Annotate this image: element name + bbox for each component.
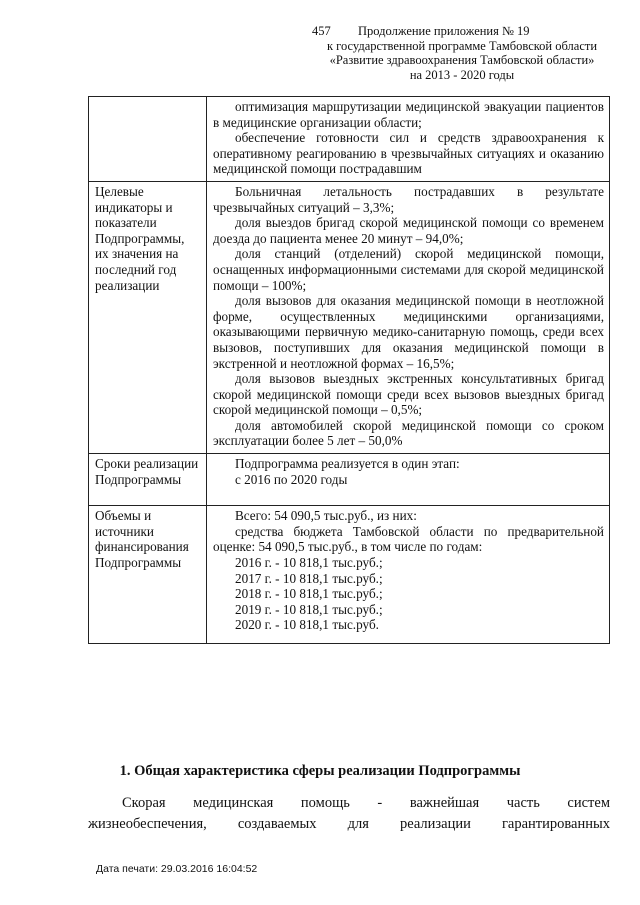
indicator: доля автомобилей скорой медицинской помощи со сроком эксплуатации более 5 лет – 50,0% [213, 417, 604, 449]
section-body [88, 793, 610, 835]
row-content [207, 454, 610, 506]
indicator: доля выездов бригад скорой медицинской помощи со временем доезда до пациента менее 20 минут – 94,0%; [213, 215, 604, 246]
indicator: доля вызовов выездных экстренных консультативных бригад скорой медицинской помощи среди всех вызовов выездных бригад скорой медицинской помощи – 0,5%; [213, 371, 604, 418]
header-program-title: «Развитие здравоохранения Тамбовской области» [329, 53, 595, 67]
funding-budget: средства бюджета Тамбовской области по предварительной оценке: 54 090,5 тыс.руб., в том числе по годам: [213, 523, 604, 555]
row-label: Объемы и источники финансирования Подпрограммы [89, 506, 207, 644]
indicator: Больничная летальность пострадавших в результате чрезвычайных ситуаций – 3,3%; [213, 183, 604, 215]
print-date: Дата печати: 29.03.2016 16:04:52 [96, 863, 258, 875]
funding-total: Всего: 54 090,5 тыс.руб., из них: [235, 508, 417, 524]
indicator: доля вызовов для оказания медицинской помощи в неотложной форме, осуществленных медицинскими организациями, оказывающими первичную медико-санитарную помощь, среди всех вызовов, поступивших для оказания медицинской помощи в экстренной и неотложной формах – 16,5%; [213, 293, 604, 371]
funding-year: 2018 г. - 10 818,1 тыс.руб.; [235, 586, 383, 602]
row-content [207, 97, 610, 182]
page-number: 457 [312, 24, 331, 38]
row-label: Целевые индикаторы и показатели Подпрограммы, их значения на последний год реализации [89, 181, 207, 453]
header-years: на 2013 - 2020 годы [409, 67, 515, 82]
row-label [89, 97, 207, 182]
funding-year: 2019 г. - 10 818,1 тыс.руб.; [235, 601, 383, 617]
paragraph: обеспечение готовности сил и средств здравоохранения к оперативному реагированию в чрезвычайных ситуациях и оказанию медицинской помощи пострадавшим [213, 130, 604, 177]
implementation-stage: Подпрограмма реализуется в один этап: [235, 456, 460, 472]
indicator: доля станций (отделений) скорой медицинской помощи, оснащенных информационными системами для скорой медицинской помощи – 100%; [213, 246, 604, 293]
row-label: Сроки реализации Подпрограммы [89, 454, 207, 506]
row-content [207, 181, 610, 453]
section-heading: 1. Общая характеристика сферы реализации Подпрограммы [119, 763, 521, 779]
table-row [89, 454, 610, 506]
table-row [89, 506, 610, 644]
table-row [89, 181, 610, 453]
funding-year: 2016 г. - 10 818,1 тыс.руб.; [235, 555, 383, 571]
implementation-period: с 2016 по 2020 годы [235, 471, 348, 487]
body-line: жизнеобеспечения, создаваемых для реализации гарантированных [88, 816, 610, 832]
paragraph: оптимизация маршрутизации медицинской эвакуации пациентов в медицинские организации области; [213, 99, 604, 130]
header-first-line [312, 24, 612, 39]
body-line: Скорая медицинская помощь - важнейшая часть систем [122, 795, 610, 811]
table-row [89, 97, 610, 182]
page-header [312, 24, 612, 82]
appendix-continuation: Продолжение приложения № 19 [358, 24, 530, 38]
funding-year: 2017 г. - 10 818,1 тыс.руб.; [235, 570, 383, 586]
row-content [207, 506, 610, 644]
subprogram-passport-table [88, 96, 610, 644]
header-program-line: к государственной программе Тамбовской области [326, 38, 598, 53]
funding-year: 2020 г. - 10 818,1 тыс.руб. [235, 617, 379, 633]
